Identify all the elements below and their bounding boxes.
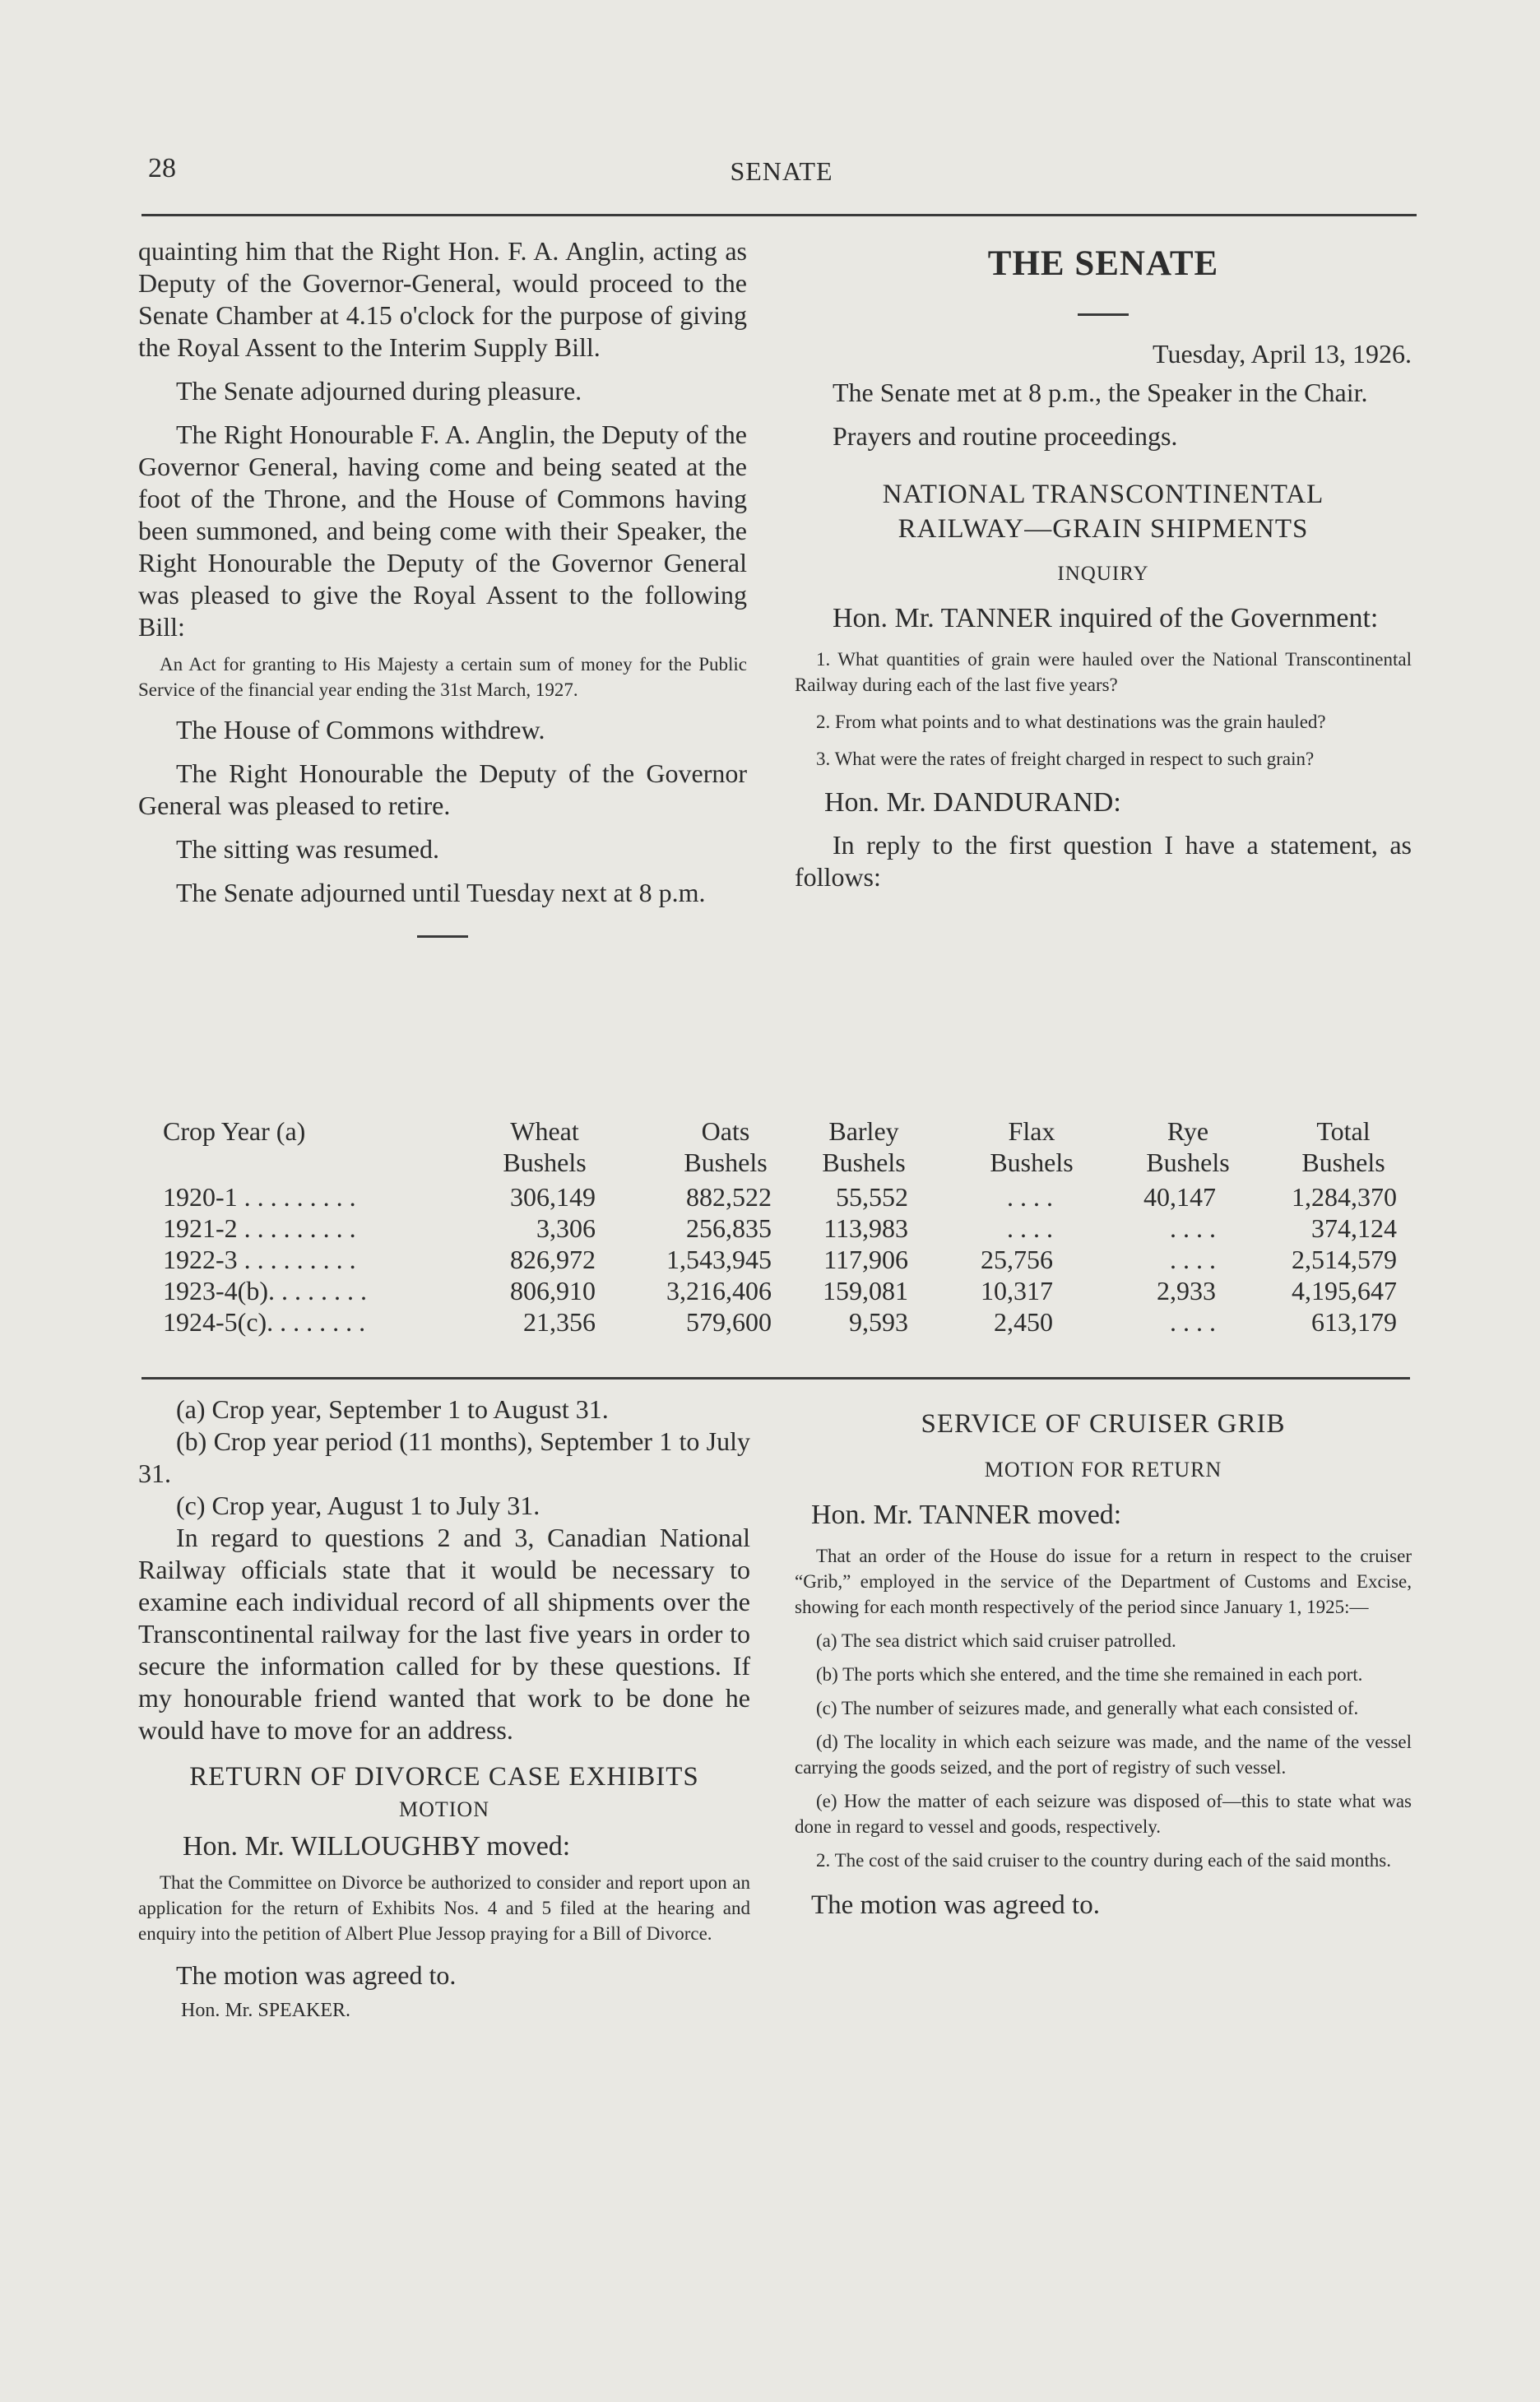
section-heading-line: NATIONAL TRANSCONTINENTAL (882, 480, 1324, 509)
paragraph: The motion was agreed to. (176, 1960, 457, 1990)
table-cell-oats: 256,835 (686, 1213, 772, 1243)
paragraph: In reply to the first question I have a statement, as follows: (795, 830, 1412, 892)
question: 1. What quantities of grain were hauled over the National Transcontinental Railway during each of the last five years? (795, 649, 1412, 695)
paragraph: The Senate met at 8 p.m., the Speaker in the Chair. (833, 378, 1368, 407)
table-cell-oats: 579,600 (686, 1307, 772, 1337)
table-cell-flax: 2,450 (994, 1307, 1053, 1337)
table-cell-barley: 159,081 (823, 1276, 908, 1305)
column-header-crop-year: Crop Year (a) (163, 1116, 306, 1146)
table-cell-oats: 882,522 (686, 1182, 772, 1212)
table-cell-year: 1920-1 . . . . . . . . . (163, 1182, 356, 1212)
paragraph: quainting him that the Right Hon. F. A. Anglin, acting as Deputy of the Governor-General, would proceed to the Senate Chamber at 4.15 o'clock for the purpose of giving the Royal Assent to the Interim Supply Bill. (138, 236, 747, 362)
table-cell-flax: . . . . (1007, 1182, 1053, 1212)
table-cell-year: 1924-5(c). . . . . . . . (163, 1307, 366, 1337)
table-cell-flax: 10,317 (981, 1276, 1053, 1305)
table-cell-total: 1,284,370 (1292, 1182, 1397, 1212)
table-cell-rye: . . . . (1170, 1213, 1216, 1243)
footnote: (a) Crop year, September 1 to August 31. (176, 1394, 609, 1424)
table-cell-total: 613,179 (1311, 1307, 1397, 1337)
title-divider (1078, 313, 1129, 316)
subheading: MOTION FOR RETURN (984, 1458, 1222, 1482)
paragraph: The House of Commons withdrew. (176, 715, 545, 744)
page-number: 28 (148, 153, 176, 183)
speaker-line: Hon. Mr. TANNER moved: (811, 1500, 1122, 1530)
table-cell-rye: . . . . (1170, 1245, 1216, 1274)
table-cell-flax: 25,756 (981, 1245, 1053, 1274)
section-heading: SERVICE OF CRUISER GRIB (921, 1409, 1286, 1439)
column-unit: Bushels (822, 1148, 906, 1177)
motion-item: (b) The ports which she entered, and the time she remained in each port. (816, 1664, 1363, 1685)
table-cell-rye: . . . . (1170, 1307, 1216, 1337)
motion-item: (c) The number of seizures made, and generally what each consisted of. (816, 1698, 1359, 1718)
table-cell-total: 374,124 (1311, 1213, 1397, 1243)
left-column-top (138, 235, 747, 938)
table-cell-oats: 1,543,945 (666, 1245, 772, 1274)
column-header-total: Total (1316, 1116, 1371, 1146)
subheading: MOTION (399, 1797, 489, 1821)
paragraph: Hon. Mr. TANNER inquired of the Government: (833, 603, 1379, 633)
table-cell-barley: 113,983 (823, 1213, 908, 1243)
column-header-flax: Flax (1008, 1116, 1055, 1146)
table-cell-rye: 2,933 (1157, 1276, 1216, 1305)
page-header (148, 153, 1415, 194)
section-divider (417, 935, 468, 938)
column-header-oats: Oats (701, 1116, 750, 1146)
paragraph: In regard to questions 2 and 3, Canadian National Railway officials state that it would be necessary to examine each individual record of all shipments over the Transcontinental railway for the last five years in order to secure the information called for by these questions. If my honourable friend wanted that work to be done he would have to move for an address. (138, 1523, 750, 1745)
table-cell-rye: 40,147 (1143, 1182, 1216, 1212)
motion-text: That an order of the House do issue for a return in respect to the cruiser “Grib,” employed in the service of the Department of Customs and Excise, showing for each month respectively of the period since January 1, 1925:— (795, 1546, 1412, 1617)
act-title: An Act for granting to His Majesty a certain sum of money for the Public Service of the financial year ending the 31st March, 1927. (138, 654, 747, 700)
session-date: Tuesday, April 13, 1926. (1153, 339, 1412, 369)
paragraph: The Senate adjourned during pleasure. (176, 376, 582, 406)
table-cell-barley: 117,906 (823, 1245, 908, 1274)
motion-text: That the Committee on Divorce be authorized to consider and report upon an application for the return of Exhibits Nos. 4 and 5 filed at the hearing and enquiry into the petition of Albert Plue Jessop praying for a Bill of Divorce. (138, 1872, 750, 1944)
table-rule (141, 1377, 1410, 1380)
header-rule (141, 214, 1417, 216)
speaker-line: Hon. Mr. DANDURAND: (824, 787, 1121, 818)
column-unit: Bushels (1146, 1148, 1230, 1177)
paragraph: The Right Honourable F. A. Anglin, the Deputy of the Governor General, having come and being seated at the foot of the Throne, and the House of Commons having been summoned, and being come with their Speaker, the Right Honourable the Deputy of the Governor General was pleased to give the Royal Assent to the following Bill: (138, 420, 747, 642)
motion-item: 2. The cost of the said cruiser to the country during each of the said months. (816, 1850, 1391, 1871)
table-cell-total: 2,514,579 (1292, 1245, 1397, 1274)
table-cell-barley: 9,593 (849, 1307, 908, 1337)
right-column-bottom (795, 1393, 1412, 1922)
question: 3. What were the rates of freight charged in respect to such grain? (816, 749, 1315, 769)
paragraph: The Right Honourable the Deputy of the Governor General was pleased to retire. (138, 758, 747, 820)
motion-item: (a) The sea district which said cruiser patrolled. (816, 1630, 1176, 1651)
column-unit: Bushels (1301, 1148, 1385, 1177)
table-cell-year: 1921-2 . . . . . . . . . (163, 1213, 356, 1243)
right-column-top (795, 243, 1412, 893)
column-unit: Bushels (684, 1148, 768, 1177)
table-cell-year: 1922-3 . . . . . . . . . (163, 1245, 356, 1274)
left-column-bottom (138, 1393, 750, 2024)
column-header-barley: Barley (828, 1116, 899, 1146)
table-cell-wheat: 21,356 (523, 1307, 596, 1337)
speaker-line: Hon. Mr. SPEAKER. (181, 2000, 351, 2021)
table-cell-wheat: 3,306 (536, 1213, 596, 1243)
paragraph: The sitting was resumed. (176, 834, 439, 864)
column-unit: Bushels (503, 1148, 587, 1177)
paragraph: Prayers and routine proceedings. (833, 421, 1178, 451)
footnote: (c) Crop year, August 1 to July 31. (176, 1491, 540, 1520)
section-title: THE SENATE (987, 244, 1219, 283)
paragraph: The Senate adjourned until Tuesday next at 8 p.m. (176, 878, 706, 907)
table-cell-total: 4,195,647 (1292, 1276, 1397, 1305)
table-cell-wheat: 306,149 (510, 1182, 596, 1212)
paragraph: The motion was agreed to. (811, 1890, 1100, 1920)
table-cell-flax: . . . . (1007, 1213, 1053, 1243)
speaker-line: Hon. Mr. WILLOUGHBY moved: (183, 1831, 571, 1862)
grain-table (158, 1115, 1408, 1362)
column-unit: Bushels (990, 1148, 1074, 1177)
subheading: INQUIRY (1057, 563, 1149, 585)
footnote: (b) Crop year period (11 months), September 1 to July 31. (138, 1426, 750, 1488)
motion-item: (d) The locality in which each seizure was made, and the name of the vessel carrying the goods seized, and the port of registry of such vessel. (795, 1732, 1412, 1778)
running-title: SENATE (730, 156, 833, 186)
table-cell-wheat: 806,910 (510, 1276, 596, 1305)
section-heading-line: RAILWAY—GRAIN SHIPMENTS (898, 514, 1309, 544)
table-cell-barley: 55,552 (836, 1182, 908, 1212)
table-cell-year: 1923-4(b). . . . . . . . (163, 1276, 367, 1305)
column-header-wheat: Wheat (510, 1116, 579, 1146)
question: 2. From what points and to what destinations was the grain hauled? (816, 712, 1326, 732)
section-heading: RETURN OF DIVORCE CASE EXHIBITS (189, 1762, 699, 1792)
motion-item: (e) How the matter of each seizure was disposed of—this to state what was done in regard to vessel and goods, respectively. (795, 1791, 1412, 1837)
table-cell-oats: 3,216,406 (666, 1276, 772, 1305)
column-header-rye: Rye (1167, 1116, 1209, 1146)
table-cell-wheat: 826,972 (510, 1245, 596, 1274)
